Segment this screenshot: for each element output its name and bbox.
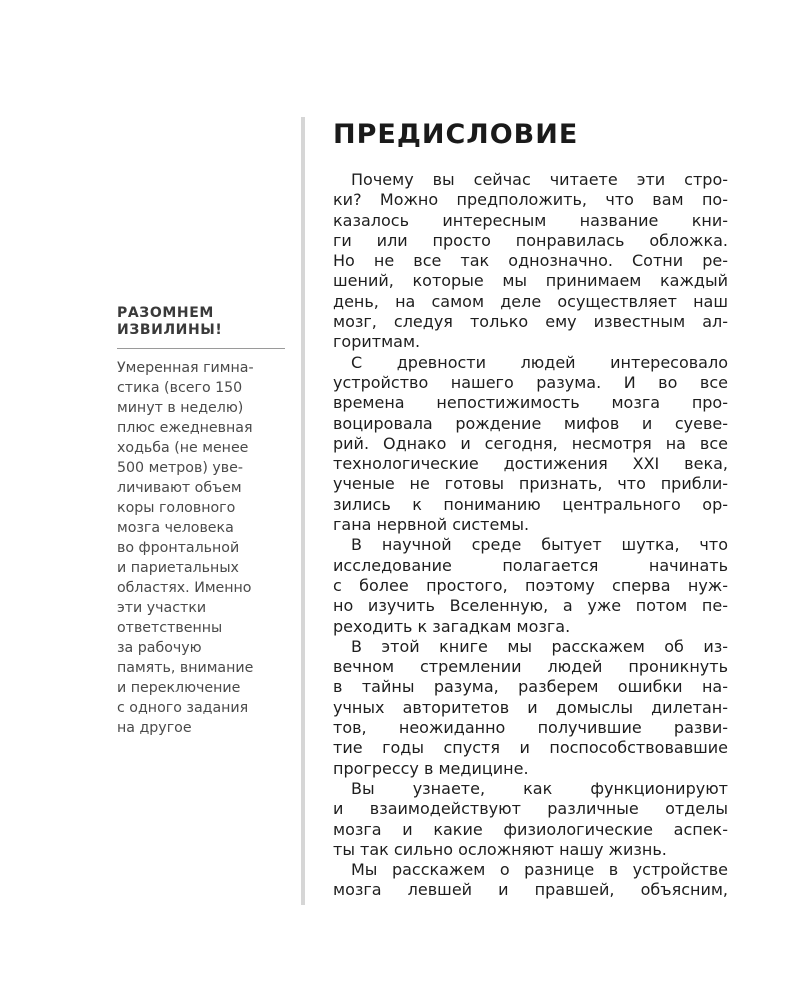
paragraph-line: В научной среде бытует шутка, что xyxy=(351,535,728,555)
sidebar-text-line: и переключение xyxy=(117,680,241,696)
body-text xyxy=(333,170,728,901)
paragraph-line: горитмам. xyxy=(333,332,421,352)
paragraph-line: реходить к загадкам мозга. xyxy=(333,616,571,636)
sidebar-title-line: ИЗВИЛИНЫ! xyxy=(117,322,223,338)
paragraph xyxy=(333,637,728,779)
paragraph-line: зились к пониманию центрального ор- xyxy=(333,494,728,514)
sidebar-text-line: 500 метров) уве- xyxy=(117,460,243,476)
sidebar-text-line: ходьба (не менее xyxy=(117,440,249,456)
paragraph-line: ученые не готовы признать, что прибли- xyxy=(333,474,728,494)
paragraph-line: В этой книге мы расскажем об из- xyxy=(351,636,728,656)
main-content xyxy=(333,118,728,901)
sidebar-text xyxy=(117,358,289,738)
paragraph-line: мозг, следуя только ему известным ал- xyxy=(333,312,728,332)
paragraph-line: вечном стремлении людей проникнуть xyxy=(333,657,728,677)
sidebar-text-line: мозга человека xyxy=(117,520,234,536)
sidebar-text-line: с одного задания xyxy=(117,700,249,716)
sidebar-text-line: плюс ежедневная xyxy=(117,420,253,436)
page-title: ПРЕДИСЛОВИЕ xyxy=(333,119,579,150)
paragraph-line: Мы расскажем о разнице в устройстве xyxy=(351,860,728,880)
paragraph-line: мозга левшей и правшей, объясним, xyxy=(333,880,728,900)
paragraph-line: учных авторитетов и домыслы дилетан- xyxy=(333,697,728,717)
paragraph-line: шений, которые мы принимаем каждый xyxy=(333,271,728,291)
paragraph-line: Почему вы сейчас читаете эти стро- xyxy=(351,170,728,189)
paragraph-line: но изучить Вселенную, а уже потом пе- xyxy=(333,596,728,616)
paragraph-line: воцировала рождение мифов и суеве- xyxy=(333,413,728,433)
paragraph-line: тие годы спустя и поспособствовавшие xyxy=(333,738,728,758)
sidebar-text-line: областях. Именно xyxy=(117,580,252,596)
paragraph-line: ки? Можно предположить, что вам по- xyxy=(333,190,728,210)
vertical-divider xyxy=(301,117,305,905)
paragraph-line: Но не все так однозначно. Сотни ре- xyxy=(333,251,728,271)
sidebar-box xyxy=(117,305,289,738)
paragraph-line: Вы узнаете, как функционируют xyxy=(351,778,728,798)
paragraph-line: устройство нашего разума. И во все xyxy=(333,372,728,392)
paragraph xyxy=(333,353,728,536)
paragraph-line: прогрессу в медицине. xyxy=(333,758,529,778)
sidebar-text-line: эти участки xyxy=(117,600,207,616)
sidebar-text-line: стика (всего 150 xyxy=(117,380,243,396)
sidebar-title-line: РАЗОМНЕМ xyxy=(117,305,214,321)
paragraph-line: С древности людей интересовало xyxy=(351,352,728,372)
paragraph-line: мозга и какие физиологические аспек- xyxy=(333,819,728,839)
paragraph-line: казалось интересным название кни- xyxy=(333,210,728,230)
paragraph xyxy=(333,170,728,353)
paragraph-line: гана нервной системы. xyxy=(333,515,530,535)
sidebar-text-line: на другое xyxy=(117,720,192,736)
paragraph-line: рий. Однако и сегодня, несмотря на все xyxy=(333,433,728,453)
sidebar-title xyxy=(117,305,289,339)
sidebar-text-line: за рабочую xyxy=(117,640,202,656)
paragraph xyxy=(333,860,728,901)
sidebar-text-line: во фронтальной xyxy=(117,540,240,556)
paragraph-line: день, на самом деле осуществляет наш xyxy=(333,291,728,311)
sidebar-text-line: Умеренная гимна- xyxy=(117,360,254,376)
paragraph-line: с более простого, поэтому сперва нуж- xyxy=(333,575,728,595)
sidebar-text-line: память, внимание xyxy=(117,660,254,676)
paragraph-line: ты так сильно осложняют нашу жизнь. xyxy=(333,839,667,859)
paragraph-line: тов, неожиданно получившие разви- xyxy=(333,718,728,738)
paragraph-line: в тайны разума, разберем ошибки на- xyxy=(333,677,728,697)
sidebar-text-line: личивают объем xyxy=(117,480,242,496)
sidebar-text-line: ответственны xyxy=(117,620,223,636)
paragraph xyxy=(333,779,728,860)
sidebar-text-line: и париетальных xyxy=(117,560,239,576)
sidebar-divider xyxy=(117,348,285,349)
paragraph-line: времена непостижимость мозга про- xyxy=(333,393,728,413)
paragraph-line: ги или просто понравилась обложка. xyxy=(333,230,728,250)
paragraph xyxy=(333,535,728,636)
sidebar-text-line: минут в неделю) xyxy=(117,400,244,416)
paragraph-line: исследование полагается начинать xyxy=(333,555,728,575)
sidebar-text-line: коры головного xyxy=(117,500,236,516)
paragraph-line: технологические достижения XXI века, xyxy=(333,454,728,474)
paragraph-line: и взаимодействуют различные отделы xyxy=(333,799,728,819)
